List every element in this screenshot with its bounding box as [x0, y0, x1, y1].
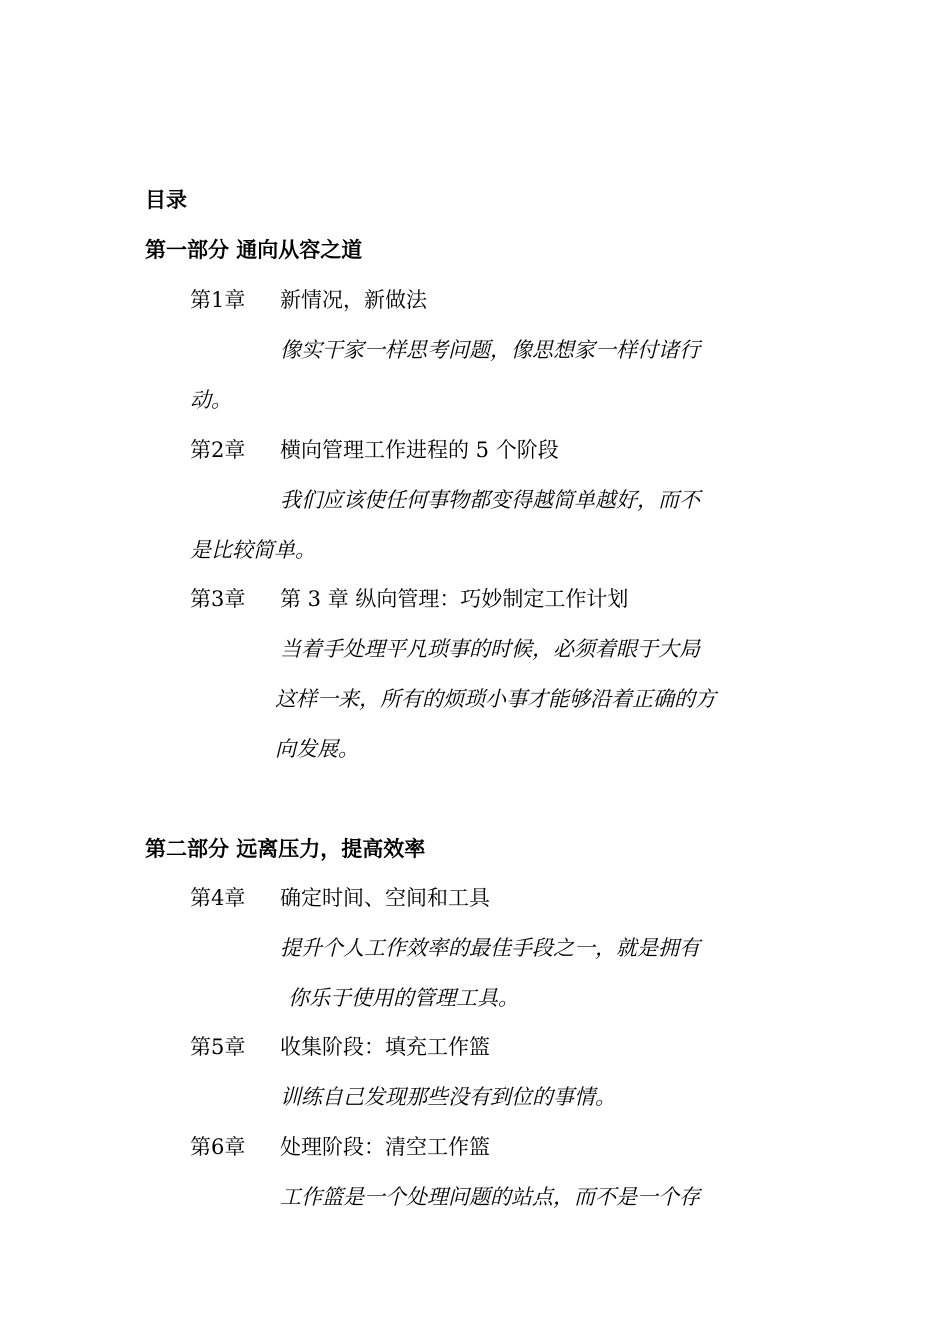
chapter-quote-line: 动。	[190, 388, 232, 412]
chapter-title: 确定时间、空间和工具	[280, 886, 490, 910]
chapter-number: 第3章	[190, 587, 246, 611]
part1-title: 第一部分 通向从容之道	[145, 237, 363, 262]
chapter-quote-line: 当着手处理平凡琐事的时候，必须着眼于大局	[280, 637, 700, 661]
chapter-title: 处理阶段：清空工作篮	[280, 1135, 490, 1159]
chapter-quote-line: 你乐于使用的管理工具。	[288, 986, 519, 1010]
chapter-number: 第1章	[190, 288, 246, 312]
chapter-quote-line: 是比较简单。	[190, 538, 316, 562]
chapter-quote-line: 工作篮是一个处理问题的站点，而不是一个存	[280, 1185, 700, 1209]
chapter-title: 横向管理工作进程的 5 个阶段	[280, 438, 559, 462]
toc-heading: 目录	[145, 187, 187, 212]
chapter-quote-line: 我们应该使任何事物都变得越简单越好，而不	[280, 488, 700, 512]
chapter-title: 收集阶段：填充工作篮	[280, 1035, 490, 1059]
part2-title: 第二部分 远离压力，提高效率	[145, 836, 426, 861]
chapter-quote-line: 提升个人工作效率的最佳手段之一，就是拥有	[280, 936, 700, 960]
chapter-number: 第4章	[190, 886, 246, 910]
chapter-quote-line: 训练自己发现那些没有到位的事情。	[280, 1085, 616, 1109]
chapter-number: 第5章	[190, 1035, 246, 1059]
chapter-quote-line: 向发展。	[275, 737, 359, 761]
chapter-title: 新情况，新做法	[280, 288, 427, 312]
chapter-number: 第2章	[190, 438, 246, 462]
chapter-quote-line: 像实干家一样思考问题，像思想家一样付诸行	[280, 338, 700, 362]
chapter-title: 第 3 章 纵向管理：巧妙制定工作计划	[280, 587, 629, 611]
chapter-number: 第6章	[190, 1135, 246, 1159]
chapter-quote-line: 这样一来，所有的烦琐小事才能够沿着正确的方	[275, 687, 716, 711]
